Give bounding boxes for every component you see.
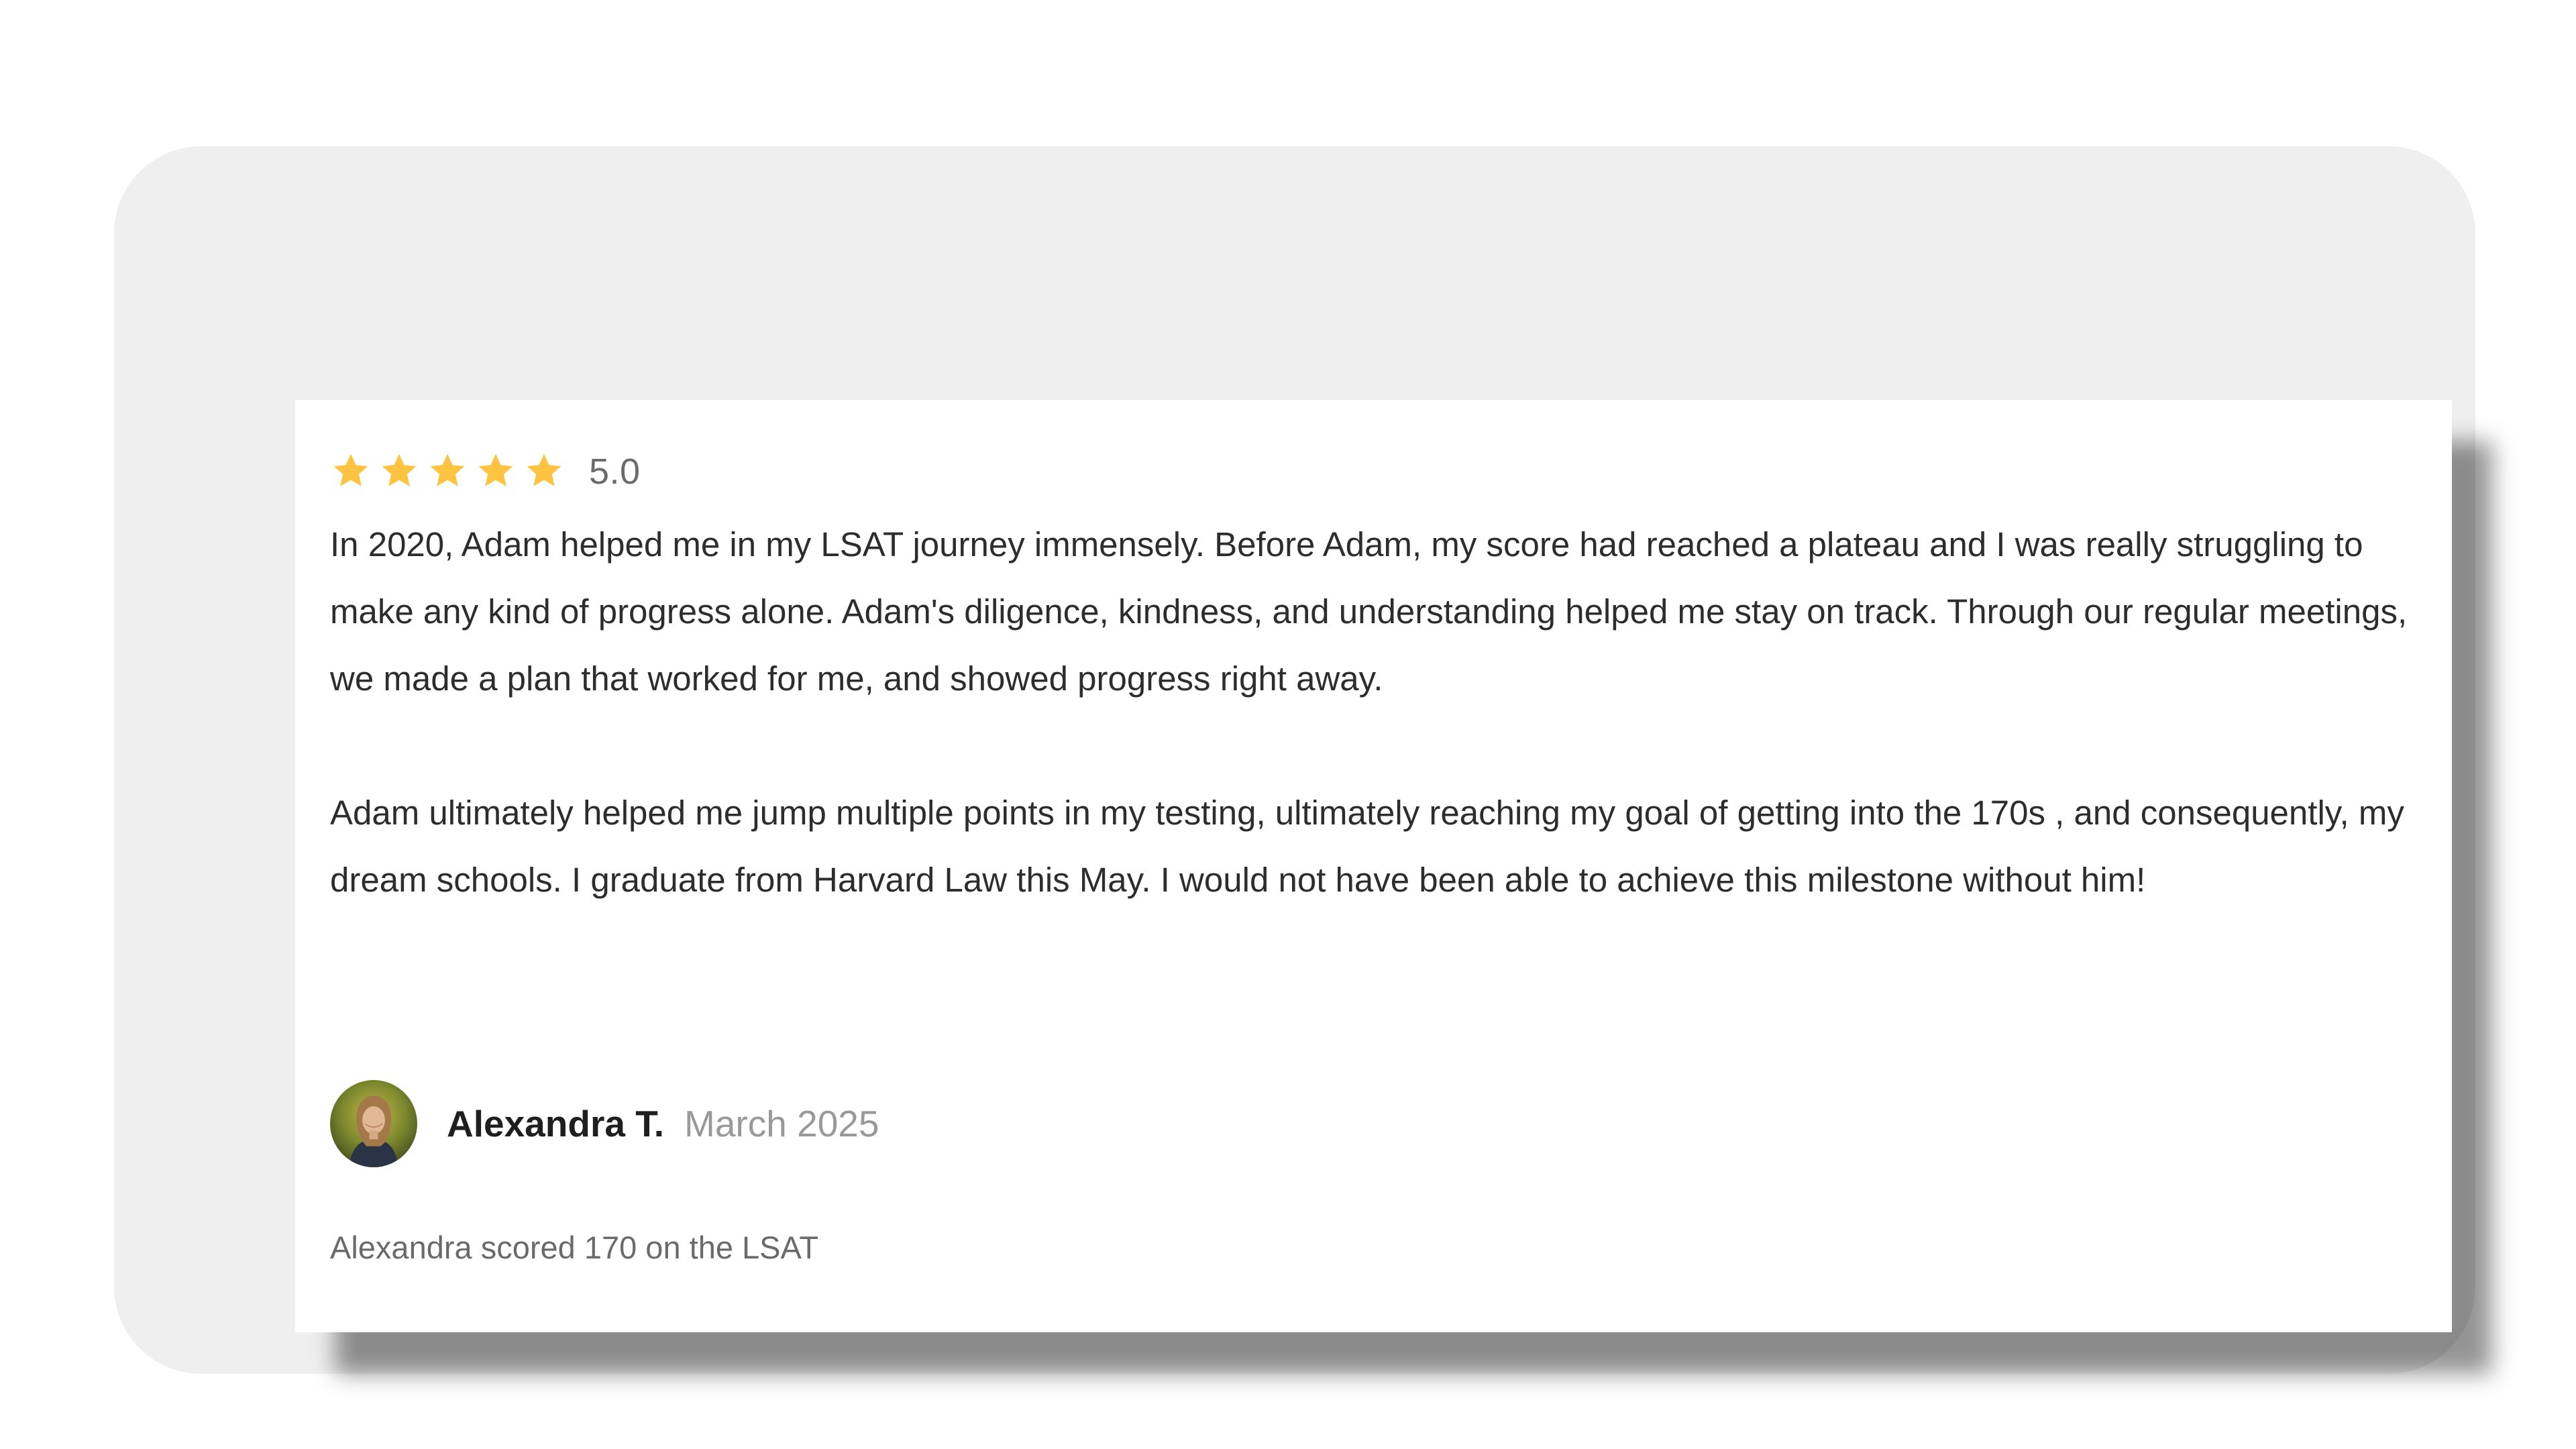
star-icon xyxy=(475,451,517,492)
star-rating xyxy=(330,451,565,492)
star-icon xyxy=(378,451,420,492)
star-icon xyxy=(427,451,468,492)
review-paragraph: Adam ultimately helped me jump multiple points in my testing, ultimately reaching my goal of getting into the 170s , and consequently, my dream schools. I graduate from Harvard Law this May. I would not have been able to achieve this milestone without him! xyxy=(330,794,2404,899)
review-paragraph: In 2020, Adam helped me in my LSAT journey immensely. Before Adam, my score had reached a plateau and I was really struggling to make any kind of progress alone. Adam's diligence, kindness, and understanding helped me stay on track. Through our regular meetings, we made a plan that worked for me, and showed progress right away. xyxy=(330,525,2408,698)
star-icon xyxy=(523,451,565,492)
testimonial-panel xyxy=(114,146,2475,1374)
rating-row xyxy=(330,447,641,496)
reviewer-info xyxy=(330,1080,879,1167)
rating-value: 5.0 xyxy=(589,451,641,492)
star-icon xyxy=(330,451,372,492)
review-text xyxy=(330,511,2436,914)
avatar xyxy=(330,1080,417,1167)
score-note: Alexandra scored 170 on the LSAT xyxy=(330,1230,819,1265)
review-card xyxy=(295,400,2452,1332)
reviewer-name: Alexandra T. xyxy=(447,1103,665,1144)
review-date: March 2025 xyxy=(684,1103,879,1144)
